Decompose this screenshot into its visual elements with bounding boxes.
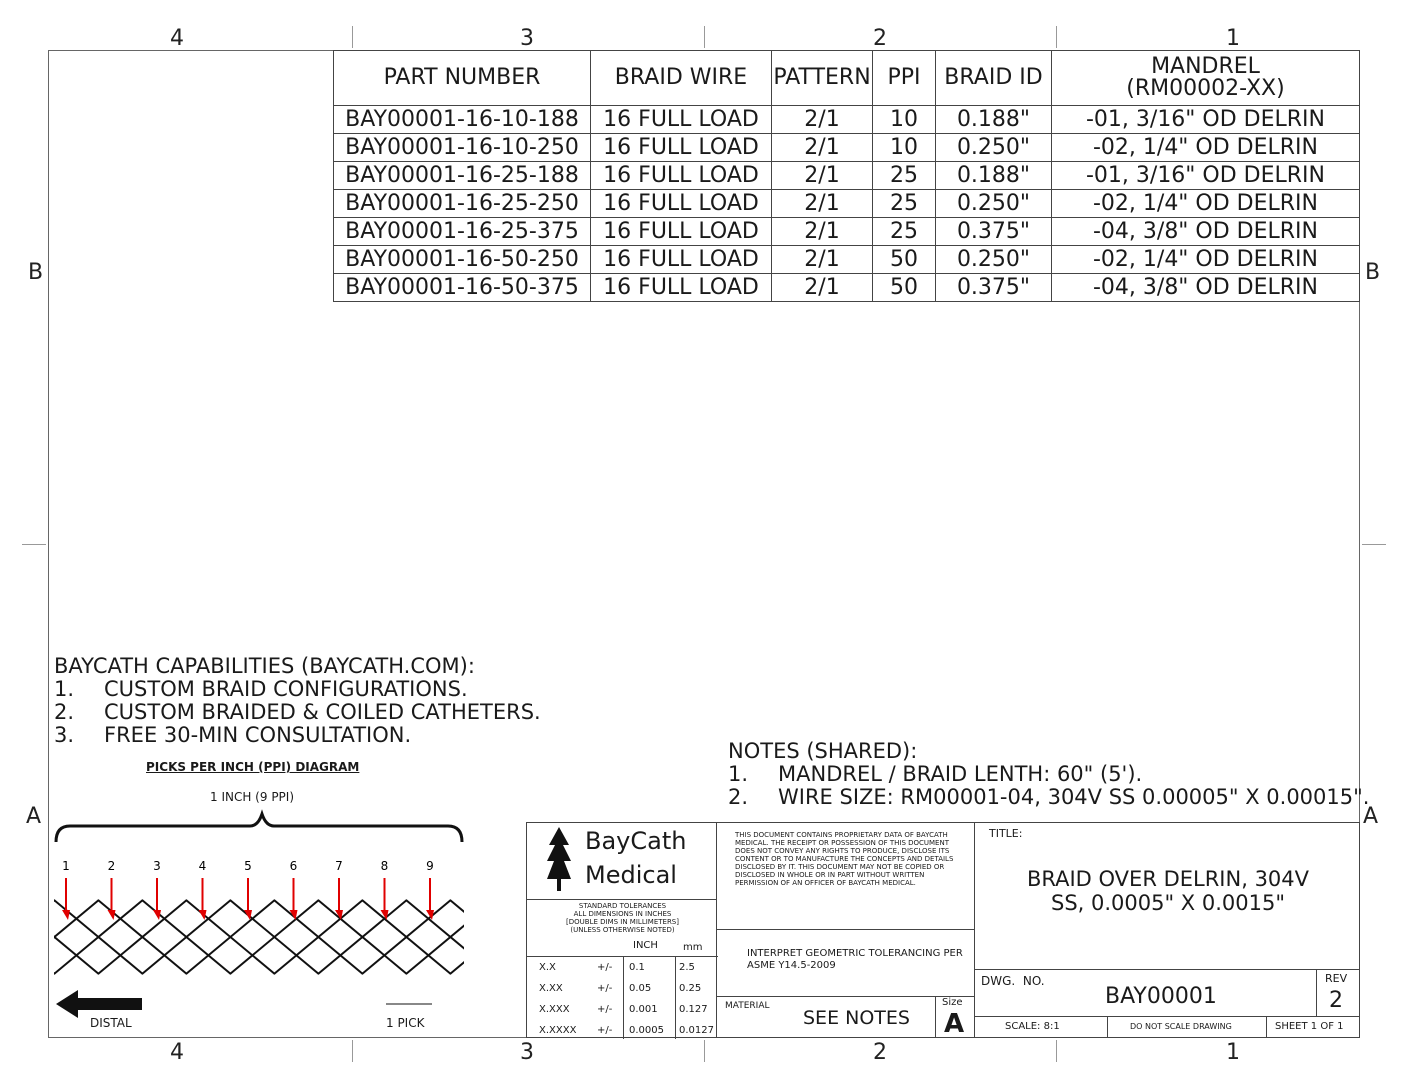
do-not-scale-box [1107,1016,1267,1038]
ppi-span-label: 1 INCH (9 PPI) [210,790,295,804]
pick-arrowhead-icon [199,910,207,920]
part-number-cell: BAY00001-16-50-375 [334,274,591,302]
item-number: 2. [728,785,749,809]
table-row [334,190,1360,218]
zone-top-4: 4 [170,26,184,51]
part-number-cell: BAY00001-16-25-188 [334,162,591,190]
interpret-text: INTERPRET GEOMETRIC TOLERANCING PER ASME Y14.5-2009 [747,948,963,971]
pick-number: 9 [426,859,434,873]
item-text: FREE 30-MIN CONSULTATION. [104,723,412,747]
zone-divider [704,1040,705,1062]
do-not-scale-text: DO NOT SCALE DRAWING [1130,1022,1232,1031]
table-row [334,162,1360,190]
scale-box [974,1016,1108,1038]
brace-icon [56,814,462,842]
distal-label: DISTAL [90,1016,132,1030]
part-number-cell: BAY00001-16-10-250 [334,134,591,162]
tolerance-mm: 0.127 [679,1004,708,1015]
pattern-cell: 2/1 [772,246,873,274]
item-text: MANDREL / BRAID LENTH: 60" (5'). [778,762,1143,786]
pick-number: 4 [198,859,207,873]
dwg-no-label: DWG. NO. [981,974,1045,988]
zone-divider [352,1040,353,1062]
braid-wire-cell: 16 FULL LOAD [591,134,772,162]
braid-wire-cell: 16 FULL LOAD [591,274,772,302]
pick-number: 6 [289,859,298,873]
ppi-cell: 50 [873,274,936,302]
zone-right-b: B [1365,260,1381,285]
zone-bottom-4: 4 [170,1040,184,1065]
list-item [728,786,1369,809]
mandrel-cell: -04, 3/8" OD DELRIN [1052,274,1360,302]
ppi-cell: 25 [873,190,936,218]
tolerance-grid-line [623,956,624,1039]
table-row [334,106,1360,134]
mandrel-cell: -02, 1/4" OD DELRIN [1052,134,1360,162]
logo-line1: BayCath [585,827,687,855]
braid-id-cell: 0.250" [936,190,1052,218]
ppi-cell: 25 [873,162,936,190]
tolerance-header [527,902,718,934]
table-row [334,274,1360,302]
size-label: Size [942,997,963,1008]
tolerance-plusminus: +/- [597,962,613,973]
logo-line2: Medical [585,861,677,889]
tolerance-grid-line [675,956,676,1039]
tolerance-mm: 0.25 [679,983,702,994]
list-item [54,724,541,747]
zone-left-a: A [26,804,42,829]
zone-divider [1056,26,1057,48]
dwg-no-box [974,969,1317,1017]
material-label: MATERIAL [725,1001,770,1011]
pick-arrowhead-icon [108,910,116,920]
unit-inch: INCH [633,940,658,951]
capabilities-heading: BAYCATH CAPABILITIES (BAYCATH.COM): [54,654,475,678]
size-value: A [944,1009,965,1039]
braid-wire-line [450,900,470,974]
part-number-cell: BAY00001-16-25-250 [334,190,591,218]
ppi-cell: 10 [873,134,936,162]
tolerance-inch: 0.0005 [629,1025,664,1036]
title-line: SS, 0.0005" X 0.0015" [1050,891,1286,915]
zone-bottom-2: 2 [873,1040,887,1065]
tolerance-inch: 0.1 [629,962,645,973]
part-number-cell: BAY00001-16-50-250 [334,246,591,274]
zone-bottom-3: 3 [520,1040,534,1065]
pick-arrowhead-icon [62,910,70,920]
pattern-cell: 2/1 [772,106,873,134]
header-ppi: PPI [873,51,936,106]
header-braid-wire: BRAID WIRE [591,51,772,106]
tolerance-inch: 0.05 [629,983,652,994]
zone-left-b: B [28,260,44,285]
tolerance-plusminus: +/- [597,983,613,994]
pick-number: 5 [244,859,252,873]
item-number: 1. [54,677,75,701]
braid-id-cell: 0.188" [936,106,1052,134]
title-label: TITLE: [989,827,1023,840]
pick-arrowhead-icon [153,910,161,920]
tolerance-inch: 0.001 [629,1004,658,1015]
zone-top-2: 2 [873,26,887,51]
braid-wire-cell: 16 FULL LOAD [591,106,772,134]
zone-top-1: 1 [1226,26,1240,51]
list-item [54,701,541,724]
pattern-cell: 2/1 [772,134,873,162]
table-row [334,218,1360,246]
item-number: 2. [54,700,75,724]
header-braid-id: BRAID ID [936,51,1052,106]
material-value: SEE NOTES [803,1007,910,1029]
tolerance-plusminus: +/- [597,1004,613,1015]
size-box [935,996,975,1038]
tree-logo-icon [547,827,571,893]
pick-label: 1 PICK [386,1016,425,1030]
header-mandrel: MANDREL (RM00002-XX) [1052,51,1360,106]
list-item [54,678,541,701]
part-number-cell: BAY00001-16-25-375 [334,218,591,246]
braid-wire-cell: 16 FULL LOAD [591,190,772,218]
pick-number: 3 [153,859,161,873]
braid-id-cell: 0.250" [936,134,1052,162]
zone-right-a: A [1363,804,1379,829]
tolerance-header-line: STANDARD TOLERANCES [578,902,667,910]
table-row [334,134,1360,162]
scale-text: SCALE: 8:1 [1005,1021,1060,1032]
title-line: BRAID OVER DELRIN, 304V [1026,867,1310,891]
zone-divider [352,26,353,48]
pattern-cell: 2/1 [772,162,873,190]
pick-number: 2 [107,859,116,873]
braid-wire-cell: 16 FULL LOAD [591,246,772,274]
tolerance-mm: 0.0127 [679,1025,714,1036]
zone-divider [1056,1040,1057,1062]
pick-number: 1 [62,859,70,873]
braid-wire-cell: 16 FULL LOAD [591,162,772,190]
tolerance-header-line: [DOUBLE DIMS IN MILLIMETERS] [566,918,679,926]
material-box [716,996,936,1038]
ppi-cell: 50 [873,246,936,274]
mandrel-cell: -02, 1/4" OD DELRIN [1052,190,1360,218]
arrow-left-icon [56,990,142,1018]
list-item [728,763,1369,786]
interpret-box [716,929,975,997]
table-row [334,246,1360,274]
tolerance-mm: 2.5 [679,962,695,973]
tolerance-format: X.X [539,962,556,973]
logo-box [526,822,717,900]
item-text: CUSTOM BRAID CONFIGURATIONS. [104,677,468,701]
pick-number: 7 [335,859,343,873]
rev-label: REV [1325,972,1348,985]
mandrel-cell: -02, 1/4" OD DELRIN [1052,246,1360,274]
zone-divider [704,26,705,48]
braid-id-cell: 0.188" [936,162,1052,190]
zone-divider [22,544,46,545]
braid-wire-line [450,900,470,974]
braid-id-cell: 0.250" [936,246,1052,274]
header-part-number: PART NUMBER [334,51,591,106]
tolerance-plusminus: +/- [597,1025,613,1036]
braid-wire-line [50,900,99,974]
capabilities-list [54,655,541,747]
zone-top-3: 3 [520,26,534,51]
mandrel-cell: -01, 3/16" OD DELRIN [1052,106,1360,134]
tolerance-format: X.XXXX [539,1025,577,1036]
mandrel-cell: -04, 3/8" OD DELRIN [1052,218,1360,246]
header-pattern: PATTERN [772,51,873,106]
tolerance-header-line: ALL DIMENSIONS IN INCHES [573,910,672,918]
item-number: 3. [54,723,75,747]
part-number-table [333,50,1360,302]
pick-markers [62,859,434,920]
ppi-cell: 10 [873,106,936,134]
part-number-cell: BAY00001-16-10-188 [334,106,591,134]
braid-id-cell: 0.375" [936,274,1052,302]
zone-bottom-1: 1 [1226,1040,1240,1065]
sheet-box [1266,1016,1360,1038]
ppi-diagram [50,806,470,1036]
item-text: WIRE SIZE: RM00001-04, 304V SS 0.00005" X 0.00015". [778,785,1370,809]
title-box [974,822,1360,970]
unit-mm: mm [683,942,703,953]
rev-box [1316,969,1360,1017]
zone-divider [1362,544,1386,545]
ppi-diagram-title: PICKS PER INCH (PPI) DIAGRAM [146,760,360,774]
braid-wire-cell: 16 FULL LOAD [591,218,772,246]
sheet-text: SHEET 1 OF 1 [1275,1021,1344,1032]
item-text: CUSTOM BRAIDED & COILED CATHETERS. [104,700,541,724]
mandrel-cell: -01, 3/16" OD DELRIN [1052,162,1360,190]
item-number: 1. [728,762,749,786]
notes-list [728,740,1369,809]
braid-wire-line [50,900,99,974]
drawing-title [975,867,1361,915]
proprietary-box [716,822,975,930]
rev-value: 2 [1329,988,1343,1013]
tolerance-format: X.XXX [539,1004,570,1015]
tolerance-box [526,899,717,1038]
proprietary-text: THIS DOCUMENT CONTAINS PROPRIETARY DATA OF BAYCATH MEDICAL. THE RECEIPT OR POSSESSION OF THIS DOCUMENT DOES NOT CONVEY ANY RIGHTS TO PRODUCE, DISCLOSE ITS CONTENT OR TO MANUFACTURE THE CONCEPTS AND DETAILS DISCLOSED BY IT. THIS DOCUMENT MAY NOT BE COPIED OR DISCLOSED IN WHOLE OR IN PART WITHOUT WRITTEN PERMISSION OF AN OFFICER OF BAYCATH MEDICAL. [735,831,954,887]
notes-heading: NOTES (SHARED): [728,739,918,763]
ppi-cell: 25 [873,218,936,246]
dwg-no: BAY00001 [1105,984,1217,1009]
tolerance-format: X.XX [539,983,563,994]
braid-id-cell: 0.375" [936,218,1052,246]
pattern-cell: 2/1 [772,218,873,246]
tolerance-header-line: (UNLESS OTHERWISE NOTED) [570,926,675,934]
pattern-cell: 2/1 [772,190,873,218]
pattern-cell: 2/1 [772,274,873,302]
pick-number: 8 [380,859,389,873]
